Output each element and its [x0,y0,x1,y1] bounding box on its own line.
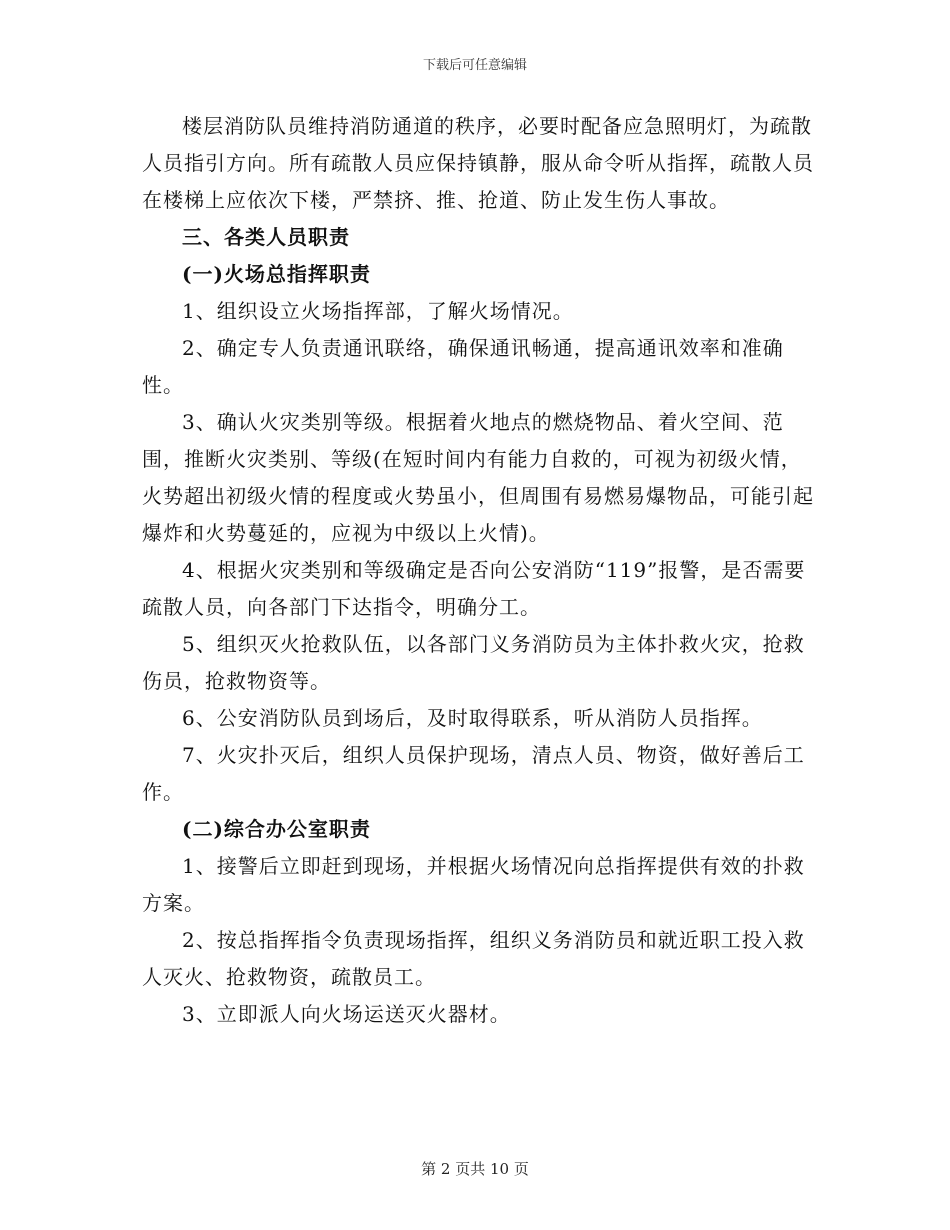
list-item: 3、立即派人向火场运送灭火器材。 [182,1002,511,1026]
page-footer: 第 2 页共 10 页 [421,1160,529,1178]
list-item: 1、组织设立火场指挥部，了解火场情况。 [182,299,574,323]
section-heading: 三、各类人员职责 [182,225,350,249]
subsection-heading-office: (二)综合办公室职责 [182,817,371,841]
subsection-heading-commander: (一)火场总指挥职责 [182,262,371,286]
list-item: 5、组织灭火抢救队伍，以各部门义务消防员为主体扑救火灾，抢救伤员，抢救物资等。 [142,632,805,693]
list-item: 4、根据火灾类别和等级确定是否向公安消防“119”报警，是否需要疏散人员，向各部门下达指令，明确分工。 [142,558,806,619]
list-item: 1、接警后立即赶到现场，并根据火场情况向总指挥提供有效的扑救方案。 [142,854,805,915]
list-item: 2、确定专人负责通讯联络，确保通讯畅通，提高通讯效率和准确性。 [142,336,784,397]
list-item: 7、火灾扑灭后，组织人员保护现场，清点人员、物资，做好善后工作。 [142,743,805,804]
document-body [142,108,822,1033]
list-item: 3、确认火灾类别等级。根据着火地点的燃烧物品、着火空间、范围，推断火灾类别、等级(在短时间内有能力自救的，可视为初级火情，火势超出初级火情的程度或火势虽小，但周围有易燃易爆物品，可能引起爆炸和火势蔓延的，应视为中级以上火情)。 [142,410,814,545]
list-item: 6、公安消防队员到场后，及时取得联系，听从消防人员指挥。 [182,706,763,730]
paragraph-evacuation: 楼层消防队员维持消防通道的秩序，必要时配备应急照明灯，为疏散人员指引方向。所有疏散人员应保持镇静，服从命令听从指挥，疏散人员在楼梯上应依次下楼，严禁挤、推、抢道、防止发生伤人事故。 [142,114,814,212]
page-header: 下载后可任意编辑 [422,58,527,73]
list-item: 2、按总指挥指令负责现场指挥，组织义务消防员和就近职工投入救人灭火、抢救物资，疏散员工。 [142,928,805,989]
